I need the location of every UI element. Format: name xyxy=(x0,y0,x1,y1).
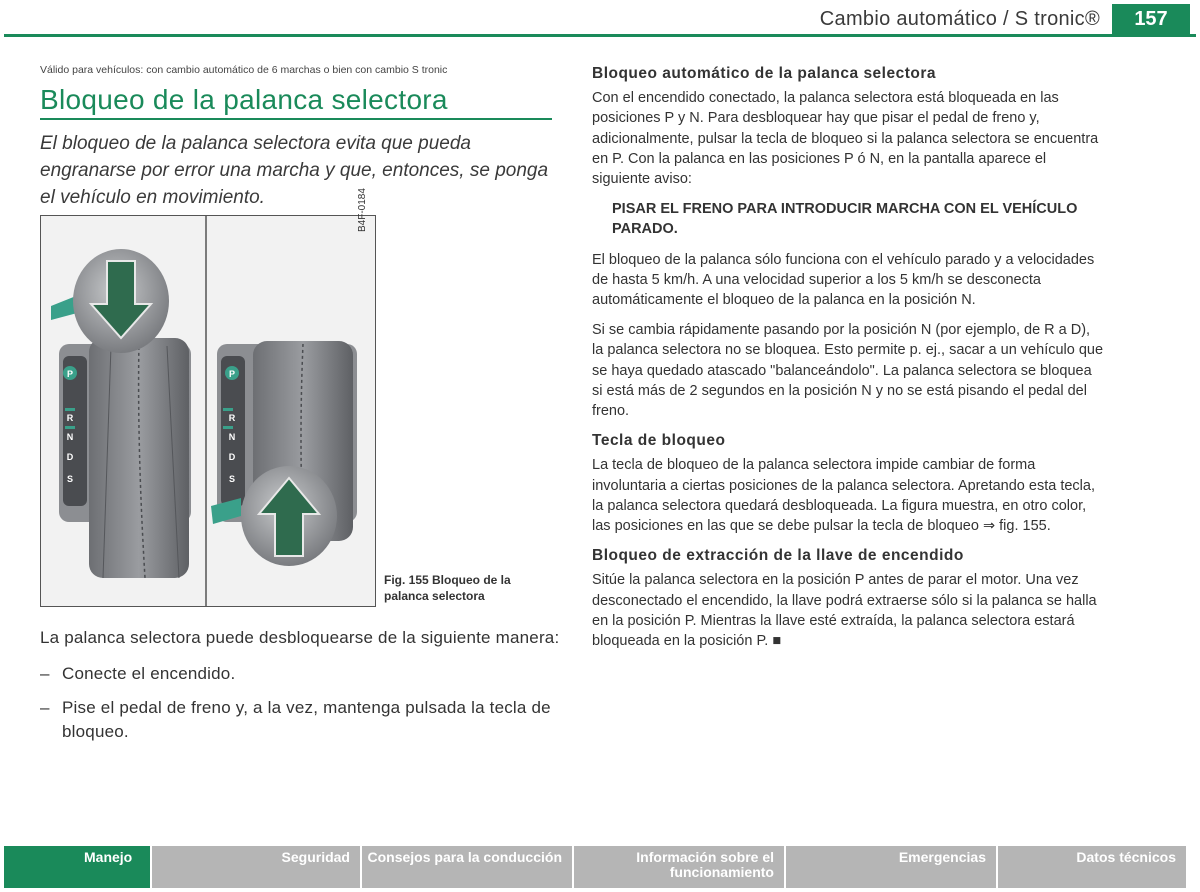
svg-text:P: P xyxy=(228,369,236,379)
section-heading-lock-button: Tecla de bloqueo xyxy=(592,432,726,450)
svg-text:R: R xyxy=(66,413,74,423)
display-warning-text: PISAR EL FRENO PARA INTRODUCIR MARCHA CON EL VEHÍCULO PARADO. xyxy=(612,201,1078,238)
footer-nav xyxy=(4,846,1196,888)
step-2-text: Pise el pedal de freno y, a la vez, mantenga pulsada la tecla de bloqueo. xyxy=(62,698,551,741)
page-title: Bloqueo de la palanca selectora xyxy=(40,84,448,115)
svg-text:S: S xyxy=(66,474,74,484)
intro-text: La palanca selectora puede desbloquearse de la siguiente manera: xyxy=(40,628,560,647)
svg-text:N: N xyxy=(228,432,236,442)
paragraph: El bloqueo de la palanca sólo funciona con el vehículo parado y a velocidades de hasta 5 km/h. A una velocidad superior a los 5 km/h se desconecta automáticamente el bloqueo de la palanca en la posición N. xyxy=(592,251,1095,309)
section-heading-key-removal-lock: Bloqueo de extracción de la llave de encendido xyxy=(592,547,964,565)
paragraph: Si se cambia rápidamente pasando por la posición N (por ejemplo, de R a D), la palanca selectora no se bloquea. Esto permite p. ej., sacar a un vehículo que se haya quedado atascado "balanceándolo". La palanca selectora se bloquea si está más de 2 segundos en la posición N y no se está pisando el pedal del freno. xyxy=(592,322,1104,420)
left-body xyxy=(40,626,560,754)
tab-consejos[interactable]: Consejos para la conducción xyxy=(362,846,574,888)
bullet-dash: – xyxy=(40,698,50,717)
right-column xyxy=(592,64,1104,661)
svg-text:D: D xyxy=(228,452,236,462)
tab-manejo[interactable]: Manejo xyxy=(4,846,152,888)
page-number: 157 xyxy=(1112,4,1190,34)
paragraph: Sitúe la palanca selectora en la posición P antes de parar el motor. Una vez desconectado el encendido, la llave podrá extraerse sólo si la palanca se halla en la posición P. Mientras la llave esté extraída, la palanca selectora estará bloqueada en la posición P. ■ xyxy=(592,572,1097,650)
lead-paragraph: El bloqueo de la palanca selectora evita que pueda engranarse por error una marcha y que, entonces, se ponga el vehículo en movimiento. xyxy=(40,132,549,208)
title-rule xyxy=(40,118,552,120)
tab-informacion[interactable]: Información sobre el funcionamiento xyxy=(574,846,786,888)
paragraph: La tecla de bloqueo de la palanca selectora impide cambiar de forma involuntaria a ciertas posiciones de la palanca selectora. Apretando esta tecla, la palanca selectora quedará desbloqueada. La figura muestra, en otro color, las posiciones en las que se debe pulsar la tecla de bloqueo ⇒ fig. 155. xyxy=(592,457,1095,535)
svg-text:R: R xyxy=(228,413,236,423)
list-item xyxy=(40,696,560,744)
svg-text:P: P xyxy=(66,369,74,379)
left-column xyxy=(40,64,560,211)
tab-emergencias[interactable]: Emergencias xyxy=(786,846,998,888)
validity-note: Válido para vehículos: con cambio automático de 6 marchas o bien con cambio S tronic xyxy=(40,64,448,76)
figure-caption: Fig. 155 Bloqueo de la palanca selectora xyxy=(384,573,511,603)
svg-text:S: S xyxy=(228,474,236,484)
svg-text:D: D xyxy=(66,452,74,462)
paragraph: Con el encendido conectado, la palanca selectora está bloqueada en las posiciones P y N. Para desbloquear hay que pisar el pedal de freno y, adicionalmente, pulsar la tecla de bloqueo si la palanca selectora se encuentra en P. Con la palanca en las posiciones P ó N, en la pantalla aparece el siguiente aviso: xyxy=(592,90,1099,188)
tab-seguridad[interactable]: Seguridad xyxy=(152,846,362,888)
tab-datos-tecnicos[interactable]: Datos técnicos xyxy=(998,846,1186,888)
header-rule xyxy=(4,34,1196,37)
figure-155 xyxy=(40,215,376,607)
step-1-text: Conecte el encendido. xyxy=(62,664,236,683)
section-title: Cambio automático / S tronic® xyxy=(819,8,1100,30)
gear-selector-illustration xyxy=(41,216,375,606)
figure-code: B4F-0184 xyxy=(357,188,368,232)
bullet-dash: – xyxy=(40,664,50,683)
list-item xyxy=(40,662,560,686)
svg-text:N: N xyxy=(66,432,74,442)
section-heading-automatic-lock: Bloqueo automático de la palanca selectora xyxy=(592,65,937,82)
